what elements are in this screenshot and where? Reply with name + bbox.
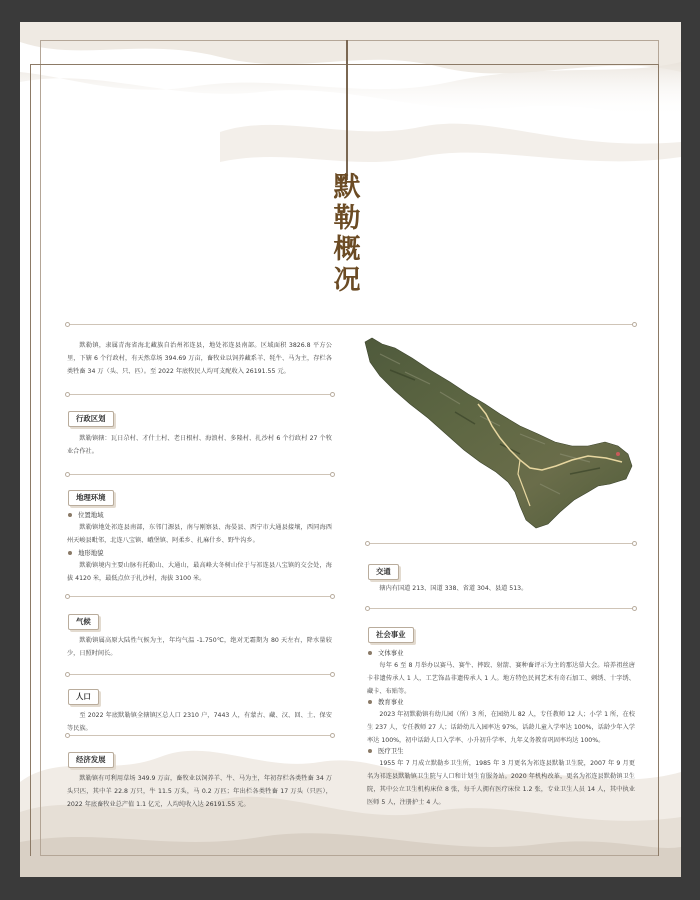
climate-text: 默勒镇属高原大陆性气候为主，年均气温 -1.750℃，绝对无霜期为 80 天左右，降水量较少，日照时间长。 (67, 637, 332, 657)
subheading-location: 位置地域 (68, 509, 104, 521)
economy-text: 默勒镇有可利用草场 349.9 万亩，畜牧业以饲养羊、牛、马为主，年初存栏各类牲畜 34 万头只匹，其中羊 22.8 万只，牛 11.5 万头，马 0.2 万匹；年出栏各类牲畜 17 万头（只匹），2022 年底畜牧业总产值 1.1 亿元，人均纯收入达 26191.55 元。 (67, 775, 332, 808)
divider (68, 474, 332, 475)
section-label-geo: 地理环境 (68, 490, 114, 506)
traffic-text: 辖内有国道 213、国道 338、省道 304、县道 513。 (379, 585, 528, 592)
admin-text: 默勒镇辖：瓦日尕村、才什土村、老日根村、海浪村、多隆村、扎沙村 6 个行政村 27 个牧业合作社。 (67, 435, 332, 455)
title-char: 况 (333, 265, 361, 296)
title-vertical-line (346, 40, 348, 180)
subheading-education: 教育事业 (368, 696, 404, 708)
culture-text: 每年 6 至 8 月举办以赛马、赛牛、摔跤、射箭、赛种畜评示为主的那达慕大会。培养祖丝唐卡非遗传承人 1 人，工艺饰品非遗传承人 1 人。地方特色民间艺术有奇石加工、刺绣、十字绣、藏卡、布贴等。 (367, 662, 635, 695)
population-text: 至 2022 年底默勒镇全辖镇区总人口 2310 户，7443 人，有蒙古、藏、汉、回、土、保安等民族。 (67, 712, 332, 732)
divider (368, 608, 634, 609)
divider (68, 735, 332, 736)
subheading-terrain: 地形地貌 (68, 547, 104, 559)
title-char: 默 (333, 172, 361, 203)
section-label-social: 社会事业 (368, 627, 414, 643)
divider (68, 596, 332, 597)
page-title (327, 172, 367, 296)
divider (68, 324, 634, 325)
subheading-medical: 医疗卫生 (368, 745, 404, 757)
divider (68, 394, 332, 395)
section-label-traffic: 交通 (368, 564, 399, 580)
title-char: 概 (333, 234, 361, 265)
section-label-economy: 经济发展 (68, 752, 114, 768)
medical-text: 1955 年 7 月成立默勒乡卫生所，1985 年 3 月更名为祁连县默勒卫生院，2007 年 9 月更名为祁连县默勒镇卫生院与人口和计划生育服务站。2020 年机构改革，更名为祁连县默勒镇卫生院，其中公立卫生机构床位 8 张，每千人拥有医疗床位 1.2 张，专业卫生人员 14 人，其中执业医师 5 人，注册护士 4 人。 (367, 760, 635, 806)
region-satellite-map (360, 334, 635, 534)
title-char: 勒 (333, 203, 361, 234)
subheading-culture: 文体事业 (368, 647, 404, 659)
section-label-admin: 行政区划 (68, 411, 114, 427)
page (20, 22, 681, 877)
geo-terrain-text: 默勒镇境内主要山脉有托勒山、大通山，最高峰大冬树山位于与祁连县八宝镇的交会处，海拔 4120 米，最低点位于扎沙村，海拔 3100 米。 (67, 562, 332, 582)
divider (68, 674, 332, 675)
section-label-climate: 气候 (68, 614, 99, 630)
geo-location-text: 默勒镇地处祁连县南部，东邻门源县，南与刚察县、海晏县、西宁市大通县接壤，西同海西州天峻县毗邻，北连八宝镇、峨堡镇、阿柔乡、扎麻什乡、野牛沟乡。 (67, 524, 332, 544)
section-label-population: 人口 (68, 689, 99, 705)
divider (368, 543, 634, 544)
intro-paragraph: 默勒镇，隶属青海省海北藏族自治州祁连县，地处祁连县南部。区域面积 3826.8 平方公里，下辖 6 个行政村，有天然草场 394.69 万亩，畜牧业以饲养藏系羊、牦牛、马为主，存栏各类牲畜 34 万（头、只、匹）。至 2022 年底牧民人均可支配收入 26191.55 元。 (67, 342, 332, 375)
education-text: 2023 年初默勒镇有幼儿园（所）3 所，在园幼儿 82 人，专任教师 12 人；小学 1 所，在校生 237 人，专任教师 27 人；话龄幼儿入园率达 97%，话龄儿童入学率达 100%，话龄少年入学率达 100%，初中话龄人口入学率、小升初升学率、九年义务教育巩固率均达 100%。 (367, 711, 635, 744)
